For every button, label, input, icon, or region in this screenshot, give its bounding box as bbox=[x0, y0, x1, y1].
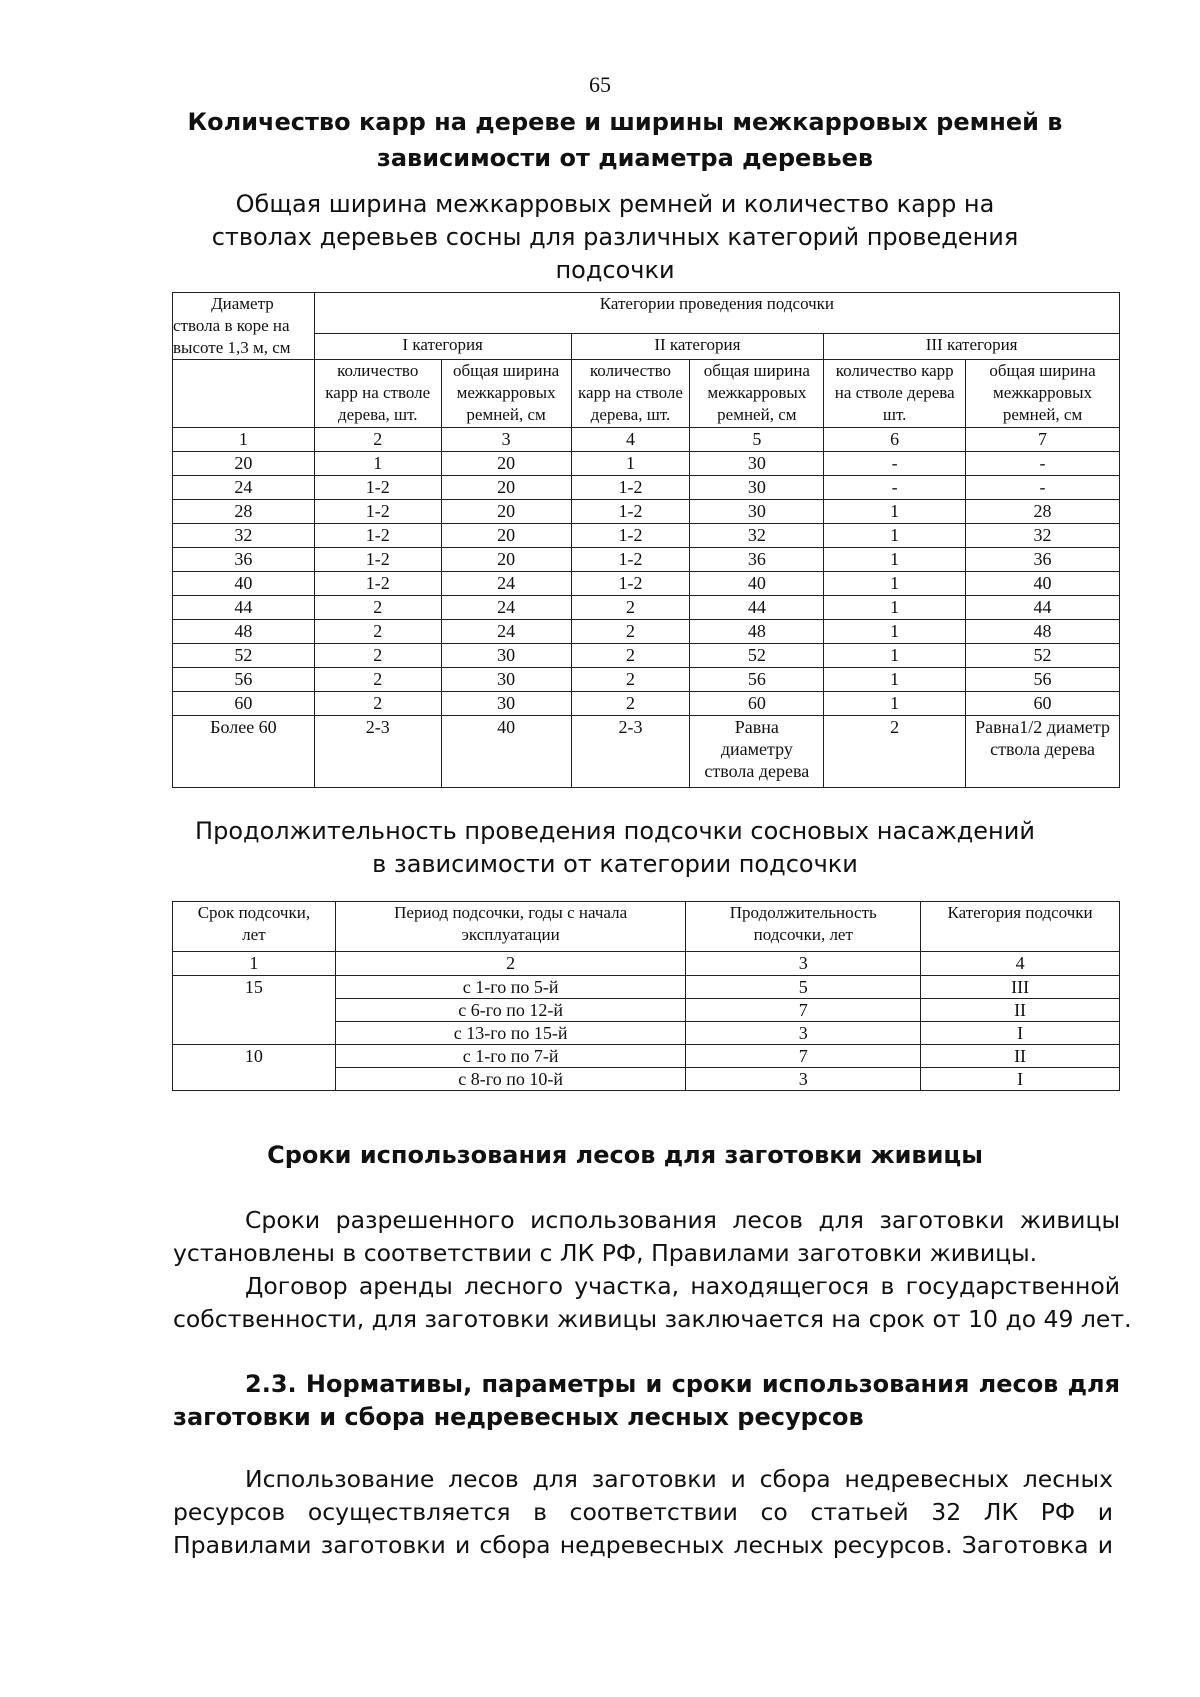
colnum-cell: 4 bbox=[571, 428, 690, 452]
table-cell: 40 bbox=[441, 716, 571, 788]
header-period: Период подсочки, годы с начала эксплуатации bbox=[335, 902, 686, 952]
colnum-cell: 2 bbox=[335, 952, 686, 976]
header-term: Срок подсочки, лет bbox=[173, 902, 336, 952]
table-cell: 32 bbox=[690, 524, 824, 548]
colnum-cell: 4 bbox=[921, 952, 1120, 976]
table-row bbox=[173, 572, 1120, 596]
table-cell: 1 bbox=[824, 620, 966, 644]
text-line: Правилами заготовки и сбора недревесных лесных ресурсов. Заготовка и bbox=[173, 1531, 1113, 1559]
table-cell: 32 bbox=[966, 524, 1120, 548]
term-cell: 10 bbox=[173, 1045, 336, 1091]
table-cell: III bbox=[921, 976, 1120, 999]
table-cell: 24 bbox=[173, 476, 315, 500]
table-row bbox=[173, 452, 1120, 476]
subheader-c5: общая ширина межкарровых ремней, см bbox=[690, 360, 824, 428]
table-cell: 2 bbox=[571, 644, 690, 668]
text-line: ресурсов осуществляется в соответствии со статьей 32 ЛК РФ и bbox=[173, 1498, 1113, 1526]
text-line: собственности, для заготовки живицы заключается на срок от 10 до 49 лет. bbox=[173, 1305, 1132, 1333]
header-diameter-l2: ствола в коре на bbox=[173, 316, 290, 335]
subheader-c2: количество карр на стволе дерева, шт. bbox=[314, 360, 441, 428]
table1-caption-line2: стволах деревьев сосны для различных категорий проведения подсочки bbox=[211, 223, 1019, 284]
subheader-c3: общая ширина межкарровых ремней, см bbox=[441, 360, 571, 428]
table-cell: 30 bbox=[690, 476, 824, 500]
table-cell: 1-2 bbox=[571, 524, 690, 548]
text-line: Использование лесов для заготовки и сбора недревесных лесных bbox=[245, 1465, 1113, 1493]
table-cell: 1-2 bbox=[571, 572, 690, 596]
table2-colnum-row bbox=[173, 952, 1120, 976]
text-line: Договор аренды лесного участка, находящегося в государственной bbox=[245, 1272, 1120, 1300]
table-cell: 7 bbox=[686, 999, 921, 1022]
section-resin-title: Сроки использования лесов для заготовки живицы bbox=[267, 1141, 983, 1169]
table-cell: Равна диаметру ствола дерева bbox=[690, 716, 824, 788]
table-cell: 1 bbox=[824, 500, 966, 524]
table-row bbox=[173, 620, 1120, 644]
table-cell: 2-3 bbox=[314, 716, 441, 788]
table-cell: 20 bbox=[441, 452, 571, 476]
header-cat3: III категория bbox=[824, 334, 1120, 360]
table-row bbox=[173, 668, 1120, 692]
table-cell: 24 bbox=[441, 620, 571, 644]
term-cell: 15 bbox=[173, 976, 336, 1045]
table-cell: 44 bbox=[690, 596, 824, 620]
table-cell: 1-2 bbox=[314, 572, 441, 596]
table-cell: 40 bbox=[690, 572, 824, 596]
section-2-3-title bbox=[173, 1368, 1120, 1434]
table-row bbox=[173, 500, 1120, 524]
table-cell: 52 bbox=[173, 644, 315, 668]
table-cell: 1 bbox=[824, 596, 966, 620]
table-cell: 20 bbox=[441, 548, 571, 572]
header-category: Категория подсочки bbox=[921, 902, 1120, 952]
table-row-more-than-60 bbox=[173, 716, 1120, 788]
table-cell: 30 bbox=[441, 692, 571, 716]
resin-paragraph-1 bbox=[173, 1204, 1120, 1270]
subheader-c7: общая ширина межкарровых ремней, см bbox=[966, 360, 1120, 428]
table-cell: 1 bbox=[824, 524, 966, 548]
header-diameter-l3: высоте 1,3 м, см bbox=[173, 338, 291, 357]
table-cell: 52 bbox=[966, 644, 1120, 668]
table-cell: 44 bbox=[173, 596, 315, 620]
table-cell: 30 bbox=[441, 668, 571, 692]
resin-paragraph-2 bbox=[173, 1270, 1132, 1336]
subheader-empty bbox=[173, 360, 315, 428]
table-cell: 5 bbox=[686, 976, 921, 999]
header-diameter bbox=[173, 293, 315, 360]
table-cell: 1-2 bbox=[314, 476, 441, 500]
table-cell: 56 bbox=[966, 668, 1120, 692]
table-row bbox=[173, 524, 1120, 548]
table-cell: 2 bbox=[314, 620, 441, 644]
table-cell: 36 bbox=[690, 548, 824, 572]
table-cell: 60 bbox=[690, 692, 824, 716]
table2-caption-line1: Продолжительность проведения подсочки сосновых насаждений bbox=[195, 817, 1035, 845]
table-cell: 28 bbox=[966, 500, 1120, 524]
table-cell: 1 bbox=[314, 452, 441, 476]
table-cell: 2 bbox=[314, 644, 441, 668]
table1-caption-line1: Общая ширина межкарровых ремней и количество карр на bbox=[235, 190, 995, 218]
table-cell: 52 bbox=[690, 644, 824, 668]
table-cell: 1 bbox=[824, 668, 966, 692]
table-cell: I bbox=[921, 1068, 1120, 1091]
table-cell: 1-2 bbox=[571, 476, 690, 500]
table-row bbox=[173, 548, 1120, 572]
table-cell: 48 bbox=[690, 620, 824, 644]
table-row bbox=[173, 476, 1120, 500]
table-cell: 3 bbox=[686, 1068, 921, 1091]
table-cell: с 1-го по 7-й bbox=[335, 1045, 686, 1068]
table-cell: с 8-го по 10-й bbox=[335, 1068, 686, 1091]
page-number: 65 bbox=[589, 72, 611, 97]
table-cell: 2 bbox=[571, 596, 690, 620]
table-row bbox=[173, 692, 1120, 716]
table-cell: 28 bbox=[173, 500, 315, 524]
table-cell: Равна1/2 диаметр ствола дерева bbox=[966, 716, 1120, 788]
main-title-line2: зависимости от диаметра деревьев bbox=[376, 144, 874, 172]
table-cell: 2 bbox=[314, 596, 441, 620]
table-cell: II bbox=[921, 999, 1120, 1022]
header-cat2: II категория bbox=[571, 334, 824, 360]
section-2-3-paragraph bbox=[173, 1463, 1113, 1562]
table-cell: I bbox=[921, 1022, 1120, 1045]
table-cell: 40 bbox=[173, 572, 315, 596]
table-cell: 1-2 bbox=[571, 548, 690, 572]
header-duration: Продолжительность подсочки, лет bbox=[686, 902, 921, 952]
main-title bbox=[175, 104, 1075, 176]
table2-header-row bbox=[173, 902, 1120, 952]
header-categories: Категории проведения подсочки bbox=[314, 293, 1119, 334]
table1-caption bbox=[150, 188, 1080, 287]
table-cell: 20 bbox=[441, 476, 571, 500]
text-line: установлены в соответствии с ЛК РФ, Правилами заготовки живицы. bbox=[173, 1239, 1038, 1267]
table-cell: 20 bbox=[441, 500, 571, 524]
table-cell: - bbox=[824, 476, 966, 500]
table-cell: - bbox=[966, 476, 1120, 500]
table-cell: 2 bbox=[571, 668, 690, 692]
table-cell: 1-2 bbox=[314, 524, 441, 548]
table-cell: 30 bbox=[690, 500, 824, 524]
table-cell: 24 bbox=[441, 596, 571, 620]
table-tapping-norms bbox=[172, 292, 1120, 788]
column-number-row bbox=[173, 428, 1120, 452]
table-cell: с 6-го по 12-й bbox=[335, 999, 686, 1022]
heading-line: 2.3. Нормативы, параметры и сроки использования лесов для bbox=[245, 1370, 1120, 1398]
colnum-cell: 3 bbox=[441, 428, 571, 452]
table-cell: 1-2 bbox=[571, 500, 690, 524]
table-cell: 2 bbox=[571, 692, 690, 716]
colnum-cell: 5 bbox=[690, 428, 824, 452]
table-cell: 1-2 bbox=[314, 500, 441, 524]
table-cell: 2 bbox=[314, 668, 441, 692]
table-cell: 7 bbox=[686, 1045, 921, 1068]
table-cell: 48 bbox=[173, 620, 315, 644]
table-cell: 48 bbox=[966, 620, 1120, 644]
table-row bbox=[173, 976, 1120, 999]
table-cell: с 1-го по 5-й bbox=[335, 976, 686, 999]
subheader-c4: количество карр на стволе дерева, шт. bbox=[571, 360, 690, 428]
table-cell: 1 bbox=[824, 572, 966, 596]
table-cell: 32 bbox=[173, 524, 315, 548]
table-cell: 2 bbox=[571, 620, 690, 644]
table2-caption bbox=[150, 815, 1080, 881]
text-line: Сроки разрешенного использования лесов для заготовки живицы bbox=[245, 1206, 1120, 1234]
colnum-cell: 7 bbox=[966, 428, 1120, 452]
table-cell: 1 bbox=[824, 692, 966, 716]
table-cell: 1 bbox=[824, 644, 966, 668]
table-cell: 60 bbox=[966, 692, 1120, 716]
table-row bbox=[173, 644, 1120, 668]
table-cell: 30 bbox=[441, 644, 571, 668]
colnum-cell: 1 bbox=[173, 952, 336, 976]
header-cat1: I категория bbox=[314, 334, 571, 360]
table-cell: 24 bbox=[441, 572, 571, 596]
table2-body bbox=[173, 976, 1120, 1091]
header-diameter-l1: Диаметр bbox=[211, 294, 274, 313]
table-cell: 56 bbox=[173, 668, 315, 692]
colnum-cell: 6 bbox=[824, 428, 966, 452]
table-cell: 3 bbox=[686, 1022, 921, 1045]
table-cell: 36 bbox=[966, 548, 1120, 572]
colnum-cell: 1 bbox=[173, 428, 315, 452]
table-row bbox=[173, 1045, 1120, 1068]
table-cell: - bbox=[966, 452, 1120, 476]
table-cell: - bbox=[824, 452, 966, 476]
table-cell: 44 bbox=[966, 596, 1120, 620]
table-cell: 1 bbox=[824, 548, 966, 572]
table-cell: 20 bbox=[441, 524, 571, 548]
table-cell: 1-2 bbox=[314, 548, 441, 572]
table-cell: 60 bbox=[173, 692, 315, 716]
table-cell: 56 bbox=[690, 668, 824, 692]
table-cell: с 13-го по 15-й bbox=[335, 1022, 686, 1045]
table-cell: Более 60 bbox=[173, 716, 315, 788]
table-cell: II bbox=[921, 1045, 1120, 1068]
main-title-line1: Количество карр на дереве и ширины межкарровых ремней в bbox=[187, 108, 1063, 136]
colnum-cell: 3 bbox=[686, 952, 921, 976]
table-cell: 2 bbox=[314, 692, 441, 716]
table-cell: 20 bbox=[173, 452, 315, 476]
table2-caption-line2: в зависимости от категории подсочки bbox=[372, 850, 858, 878]
heading-line: заготовки и сбора недревесных лесных ресурсов bbox=[173, 1403, 864, 1431]
table-cell: 2 bbox=[824, 716, 966, 788]
table-cell: 1 bbox=[571, 452, 690, 476]
table-cell: 2-3 bbox=[571, 716, 690, 788]
table1-body bbox=[173, 452, 1120, 716]
subheader-row bbox=[173, 360, 1120, 428]
table-cell: 40 bbox=[966, 572, 1120, 596]
subheader-c6: количество карр на стволе дерева шт. bbox=[824, 360, 966, 428]
table-cell: 36 bbox=[173, 548, 315, 572]
colnum-cell: 2 bbox=[314, 428, 441, 452]
table-cell: 30 bbox=[690, 452, 824, 476]
table-row bbox=[173, 596, 1120, 620]
table-tapping-duration bbox=[172, 901, 1120, 1091]
